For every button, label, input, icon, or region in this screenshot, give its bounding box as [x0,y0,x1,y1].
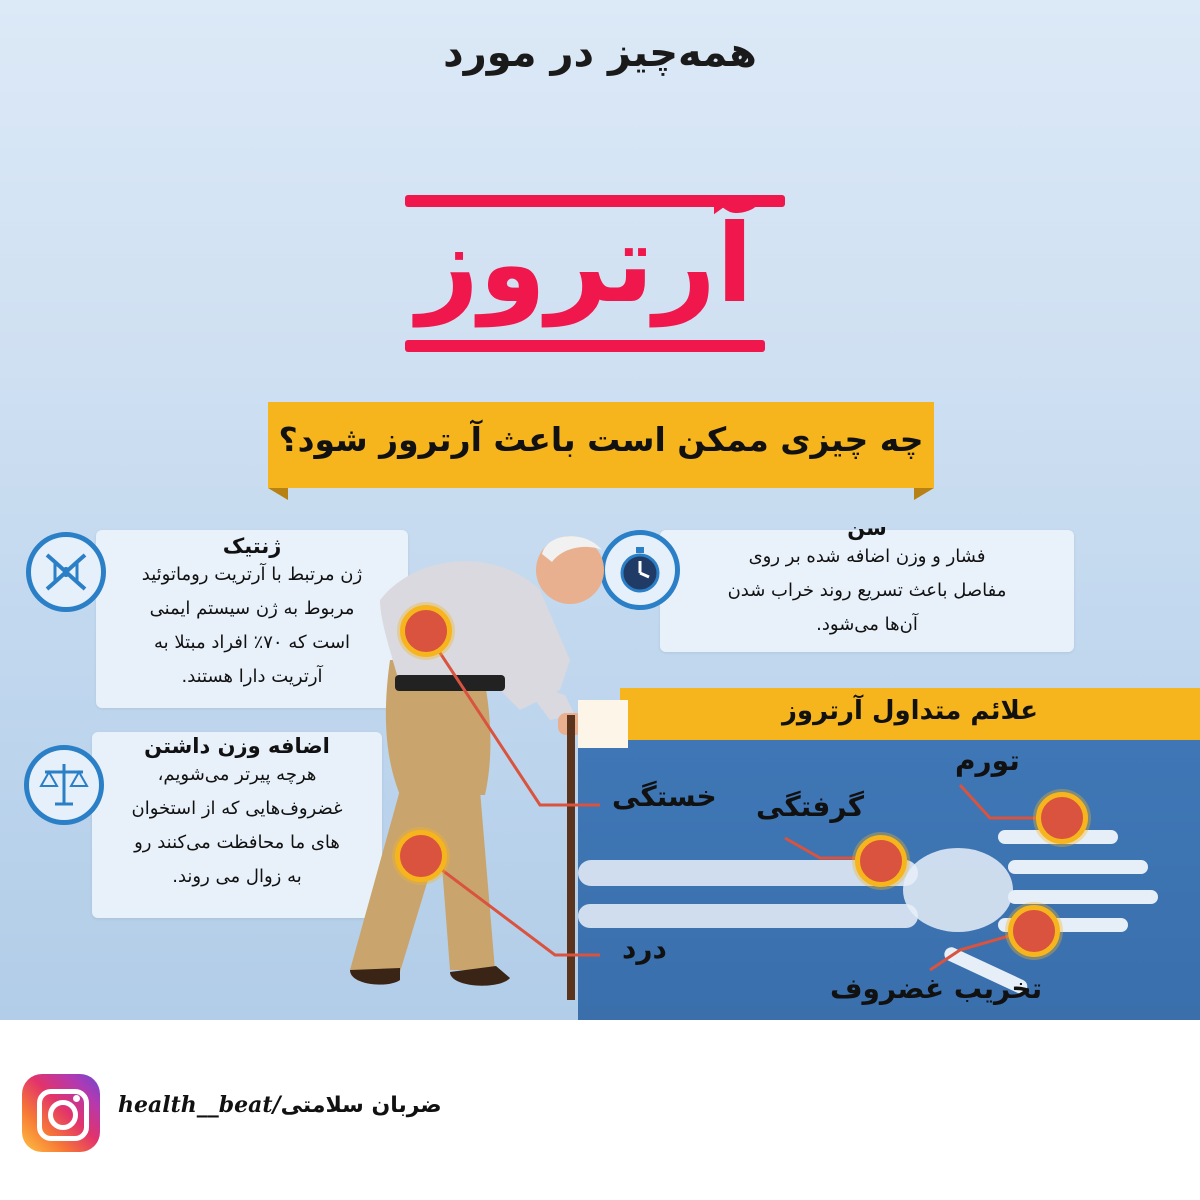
symptom-swelling: تورم [955,744,1020,777]
weight-line-1: هرچه پیرتر می‌شویم، [157,764,317,785]
weight-line-3: های ما محافظت می‌کنند رو [134,832,340,853]
age-title: سن [847,516,887,540]
knee-marker [395,830,447,882]
weight-line-4: به زوال می روند. [172,866,302,887]
weight-title: اضافه وزن داشتن [144,734,330,758]
weight-line-2: غضروف‌هایی که از استخوان [131,798,343,819]
symptom-cartilage: تخریب غضروف [830,972,1043,1005]
instagram-icon-dot [73,1095,80,1102]
genetics-line-3: است که ۷۰٪ افراد مبتلا به [153,632,351,653]
genetics-line-1: ژن مرتبط با آرتریت روماتوئید [141,564,363,585]
genetics-line-2: مربوط به ژن سیستم ایمنی [149,598,355,619]
instagram-icon[interactable] [22,1074,100,1152]
wrist-marker [855,835,907,887]
poster-subtitle: همه‌چیز در مورد [443,30,757,76]
genetics-title: ژنتیک [222,534,282,558]
age-line-3: آن‌ها می‌شود. [816,614,918,635]
thumb-marker [1008,905,1060,957]
poster-title: آرتروز [416,202,754,327]
genetics-line-4: آرتریت دارا هستند. [181,666,323,687]
symptom-pain: درد [622,932,667,965]
question-text: چه چیزی ممکن است باعث آرتروز شود؟ [278,420,924,459]
age-line-2: مفاصل باعث تسریع روند خراب شدن [727,580,1007,601]
hip-marker [400,605,452,657]
symptom-fatigue: خستگی [612,780,717,813]
finger-marker [1036,792,1088,844]
symptoms-heading: علائم متداول آرتروز [781,696,1039,726]
footer-credit [118,1092,442,1118]
brand-name: ضربان سلامتی [280,1093,442,1118]
age-line-1: فشار و وزن اضافه شده بر روی [748,546,986,567]
instagram-handle[interactable]: health__beat/ [118,1092,281,1118]
symptom-stiffness: گرفتگی [756,790,865,823]
instagram-icon-lens [48,1100,78,1130]
